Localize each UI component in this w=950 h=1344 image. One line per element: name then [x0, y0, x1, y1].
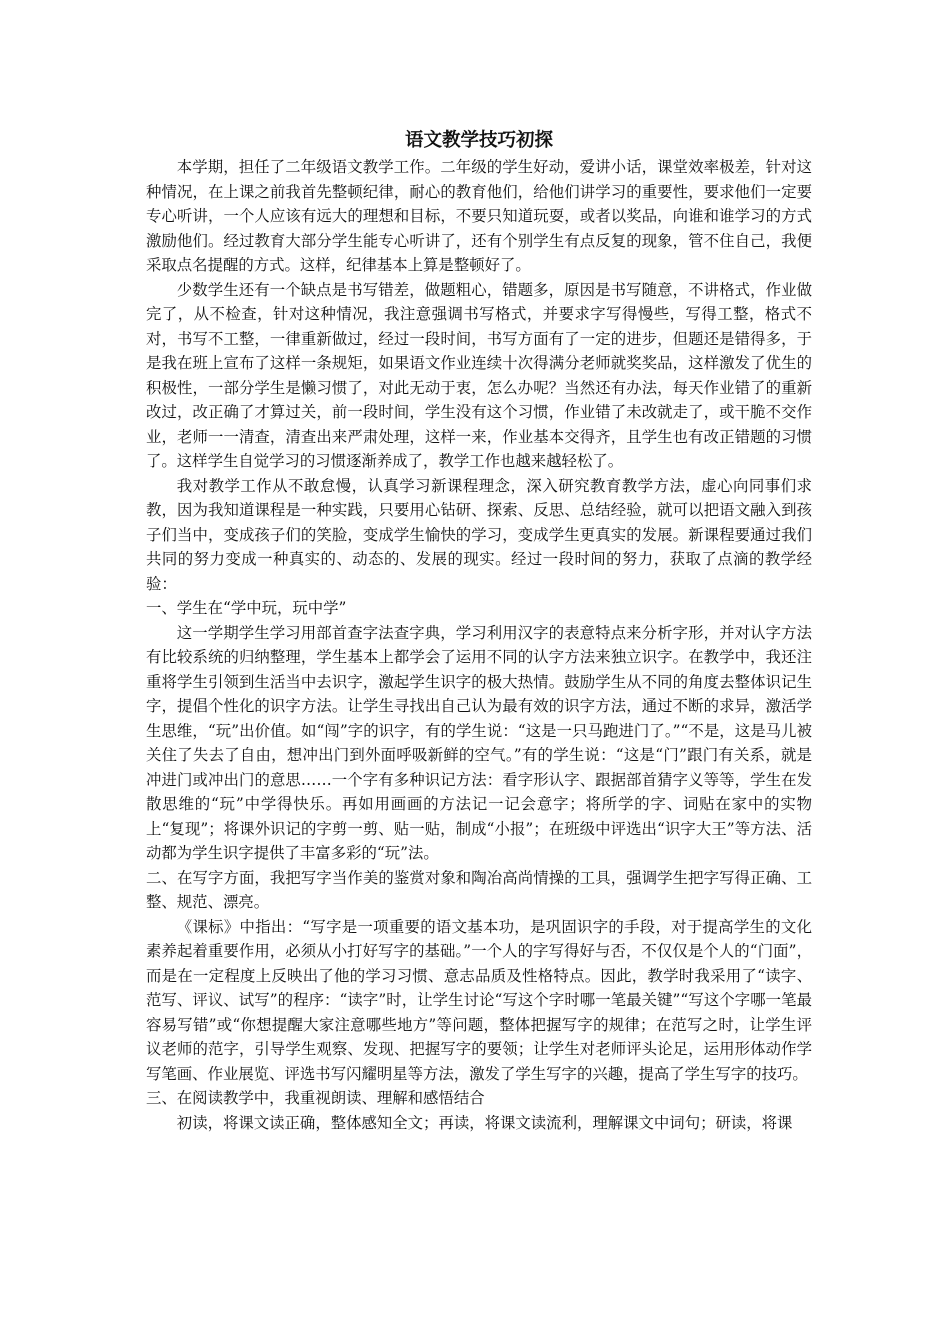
section-heading-1: 一、学生在“学中玩，玩中学” [146, 599, 347, 617]
paragraph-discipline: 本学期，担任了二年级语文教学工作。二年级的学生好动，爱讲小话，课堂效率极差，针对这种情况，在上课之前我首先整顿纪律，耐心的教育他们，给他们讲学习的重要性，要求他们一定要专心听讲，一个人应该有远大的理想和目标，不要只知道玩耍，或者以奖品，向谁和谁学习的方式激励他们。经过教育大部分学生能专心听讲了，还有个别学生有点反复的现象，管不住自己，我便采取点名提醒的方式。这样，纪律基本上算是整顿好了。 [146, 158, 812, 274]
paragraph-writing: 《课标》中指出：“写字是一项重要的语文基本功，是巩固识字的手段，对于提高学生的文化素养起着重要作用，必须从小打好写字的基础。”一个人的字写得好与否，不仅仅是个人的“门面”，而是在一定程度上反映出了他的学习习惯、意志品质及性格特点。因此，教学时我采用了“读字、范写、评议、试写”的程序：“读字”时，让学生讨论“写这个字时哪一笔最关键”“写这个字哪一笔最容易写错”或“你想提醒大家注意哪些地方”等问题，整体把握写字的规律；在范写之时，让学生评议老师的范字，引导学生观察、发现、把握写字的要领；让学生对老师评头论足，运用形体动作学写笔画、作业展览、评选书写闪耀明星等方法，激发了学生写字的兴趣，提高了学生写字的技巧。 [146, 917, 812, 1083]
document-page [146, 129, 812, 1135]
section-heading-3: 三、在阅读教学中，我重视朗读、理解和感悟结合 [146, 1089, 485, 1107]
paragraph-teaching-attitude: 我对教学工作从不敢怠慢，认真学习新课程理念，深入研究教育教学方法，虚心向同事们求教，因为我知道课程是一种实践，只要用心钻研、探索、反思、总结经验，就可以把语文融入到孩子们当中，变成孩子们的笑脸，变成学生愉快的学习，变成学生更真实的发展。新课程要通过我们共同的努力变成一种真实的、动态的、发展的现实。经过一段时间的努力，获取了点滴的教学经验： [146, 476, 812, 593]
section-heading-2: 二、在写字方面，我把写字当作美的鉴赏对象和陶冶高尚情操的工具，强调学生把字写得正确、工整、规范、漂亮。 [146, 868, 812, 911]
paragraph-homework-habits: 少数学生还有一个缺点是书写错差，做题粗心，错题多，原因是书写随意，不讲格式，作业做完了，从不检查，针对这种情况，我注意强调书写格式，并要求字写得慢些，写得工整，格式不对，书写不工整，一律重新做过，经过一段时间，书写方面有了一定的进步，但题还是错得多，于是我在班上宣布了这样一条规矩，如果语文作业连续十次得满分老师就奖奖品，这样激发了优生的积极性，一部分学生是懒习惯了，对此无动于衷，怎么办呢？当然还有办法，每天作业错了的重新改过，改正确了才算过关，前一段时间，学生没有这个习惯，作业错了未改就走了，或干脆不交作业，老师一一清查，清查出来严肃处理，这样一来，作业基本交得齐，且学生也有改正错题的习惯了。这样学生自觉学习的习惯逐渐养成了，教学工作也越来越轻松了。 [146, 280, 812, 470]
paragraph-literacy: 这一学期学生学习用部首查字法查字典，学习利用汉字的表意特点来分析字形，并对认字方法有比较系统的归纳整理，学生基本上都学会了运用不同的认字方法来独立识字。在教学中，我还注重将学生引领到生活当中去识字，激起学生识字的极大热情。鼓励学生从不同的角度去整体识记生字，提倡个性化的识字方法。让学生寻找出自己认为最有效的识字方法，通过不断的求异，激活学生思维，“玩”出价值。如“闯”字的识字，有的学生说：“这是一只马跑进门了。”“不是，这是马儿被关住了失去了自由，想冲出门到外面呼吸新鲜的空气。”有的学生说：“这是“门”跟门有关系，就是冲进门或冲出门的意思……一个字有多种识记方法：看字形认字、跟据部首猜字义等等，学生在发散思维的“玩”中学得快乐。再如用画画的方法记一记会意字；将所学的字、词贴在家中的实物上“复现”；将课外识记的字剪一剪、贴一贴，制成“小报”；在班级中评选出“识字大王”等方法、活动都为学生识字提供了丰富多彩的“玩”法。 [146, 623, 812, 862]
document-title: 语文教学技巧初探 [404, 130, 553, 151]
paragraph-reading: 初读，将课文读正确，整体感知全文；再读，将课文读流利，理解课文中词句；研读，将课 [176, 1113, 793, 1132]
